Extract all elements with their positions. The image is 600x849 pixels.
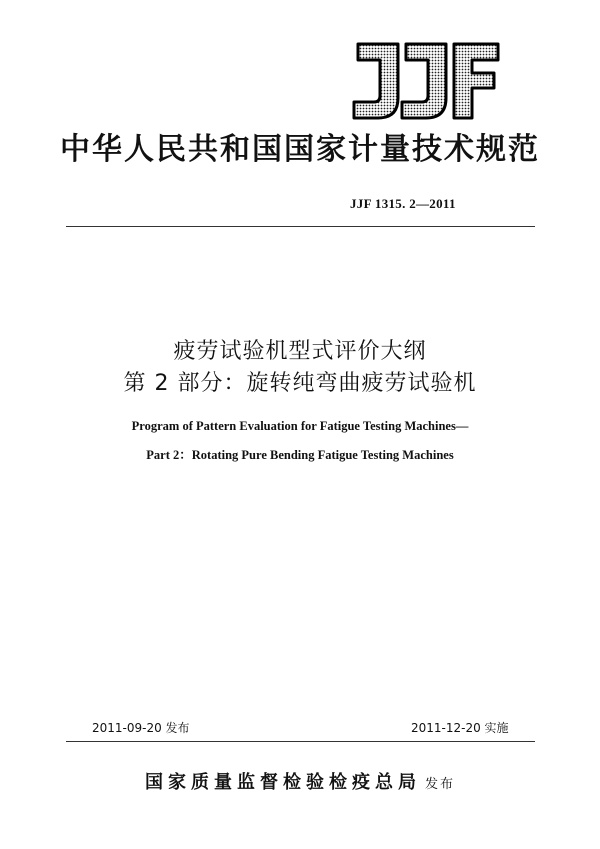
jjf-logo-graphic <box>350 38 502 124</box>
bottom-divider <box>66 741 535 742</box>
issuer-suffix: 发布 <box>424 777 455 792</box>
top-divider <box>66 226 535 227</box>
chinese-title-line-2: 第 2 部分：旋转纯弯曲疲劳试验机 <box>123 371 477 396</box>
implementation-date: 2011-12-20 实施 <box>411 721 509 735</box>
english-title-line-1: Program of Pattern Evaluation for Fatigue Testing Machines— <box>131 419 469 433</box>
english-title-line-2: Part 2：Rotating Pure Bending Fatigue Testing Machines <box>146 448 454 462</box>
main-title: 中华人民共和国国家计量技术规范 <box>60 132 540 167</box>
issuer <box>0 768 600 794</box>
standard-number: JJF 1315. 2—2011 <box>350 196 456 211</box>
jjf-logo <box>350 38 502 124</box>
chinese-title-line-1: 疲劳试验机型式评价大纲 <box>173 339 427 364</box>
issuer-name: 国家质量监督检验检疫总局 <box>144 772 421 793</box>
issue-date: 2011-09-20 发布 <box>92 721 190 735</box>
